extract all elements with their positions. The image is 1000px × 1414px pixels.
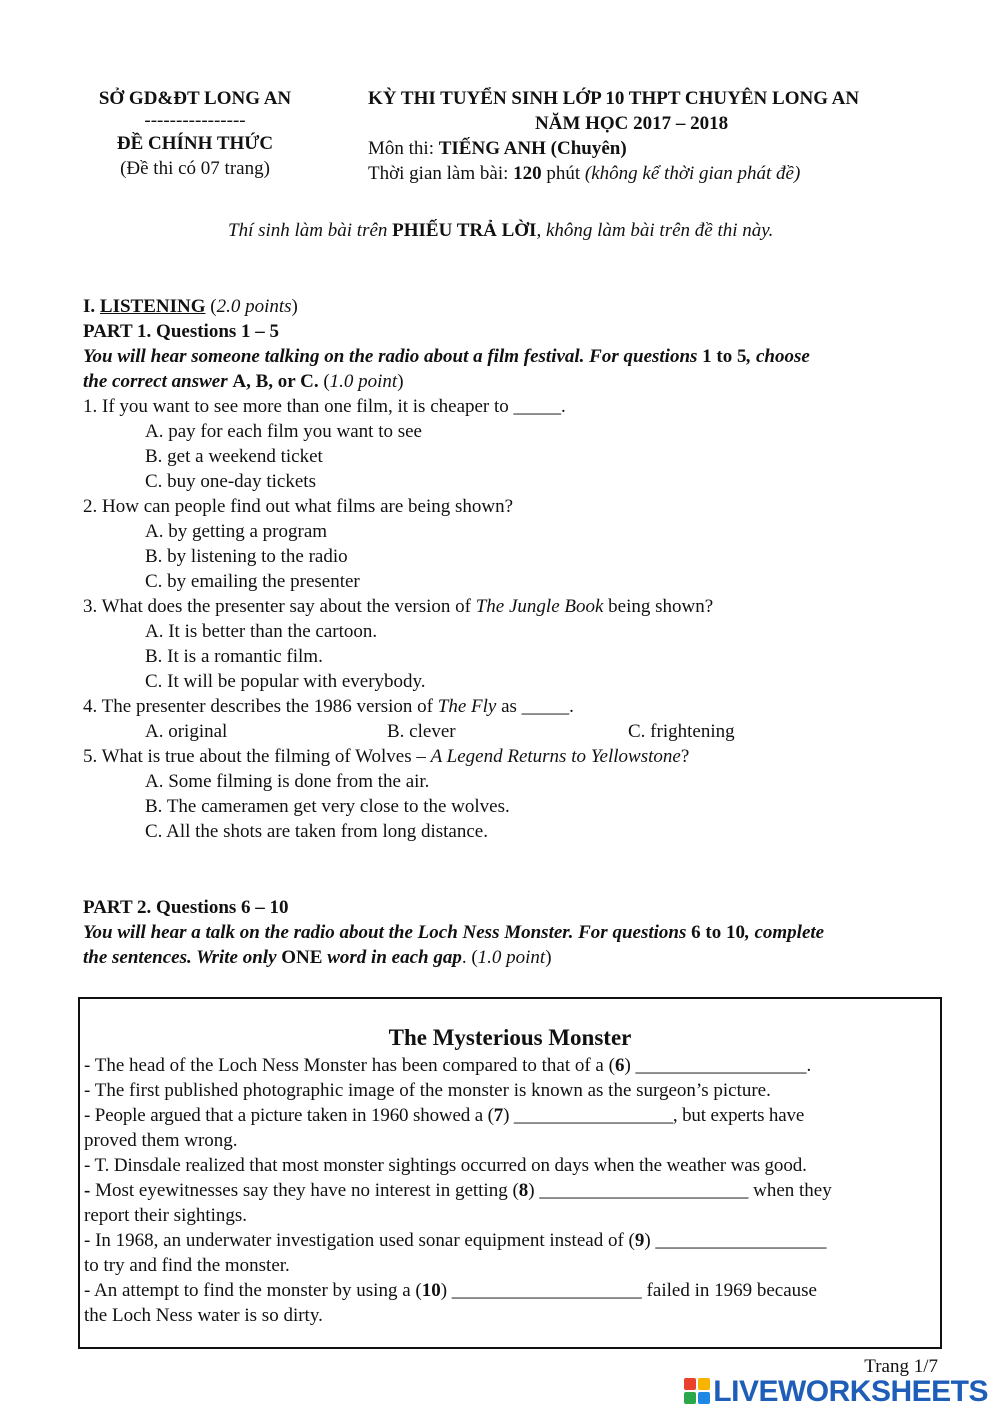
gap-8-blank: ) ______________________ when they xyxy=(528,1180,832,1201)
q3-option-c: C. It will be popular with everybody. xyxy=(145,671,426,692)
time-note: (không kể thời gian phát đề) xyxy=(584,163,801,184)
gap-7-number: 7 xyxy=(493,1105,504,1126)
official-label: ĐỀ CHÍNH THỨC xyxy=(116,133,274,154)
liveworksheets-logo[interactable] xyxy=(684,1376,988,1406)
instruction-post: , không làm bài trên đề thi này. xyxy=(536,220,774,241)
q3-title: The Jungle Book xyxy=(475,596,604,617)
p1-instr-f: ( xyxy=(318,371,330,392)
box-line-surgeon: - The first published photographic image of the monster is known as the surgeon’s picture. xyxy=(84,1080,771,1101)
gap-6-blank: ) __________________. xyxy=(624,1055,812,1076)
q4-post: as _____. xyxy=(496,696,574,717)
q5-option-c: C. All the shots are taken from long distance. xyxy=(145,821,488,842)
time-line xyxy=(368,161,968,186)
part2-instruction-line1 xyxy=(83,920,943,945)
subject-line xyxy=(368,136,968,161)
l1-pre: - The head of the Loch Ness Monster has been compared to that of a ( xyxy=(84,1055,615,1076)
school-year: NĂM HỌC 2017 – 2018 xyxy=(535,113,729,134)
points-close: ) xyxy=(291,296,298,317)
q4-option-a: A. original xyxy=(145,721,228,742)
answer-sheet-instruction xyxy=(228,218,773,243)
q4-pre: 4. The presenter describes the 1986 version of xyxy=(83,696,438,717)
q2-option-a: A. by getting a program xyxy=(145,521,328,542)
question-5 xyxy=(83,744,943,769)
q3-post: being shown? xyxy=(603,596,714,617)
p2-instr-a: You will hear a talk on the radio about the Loch Ness Monster. For questions xyxy=(83,922,692,943)
box-line-6 xyxy=(80,1053,940,1078)
q1-option-a: A. pay for each film you want to see xyxy=(145,421,422,442)
question-1: 1. If you want to see more than one film, it is cheaper to _____. xyxy=(83,396,566,417)
section-number: I. xyxy=(83,296,100,317)
l5-pre: Most eyewitnesses say they have no interest in getting ( xyxy=(90,1180,519,1201)
q1-option-b: B. get a weekend ticket xyxy=(145,446,323,467)
box-line-8 xyxy=(80,1178,940,1203)
q3-option-a: A. It is better than the cartoon. xyxy=(145,621,378,642)
exam-title: KỲ THI TUYỂN SINH LỚP 10 THPT CHUYÊN LONG AN xyxy=(368,88,860,109)
p1-instr-e: A, B, or C. xyxy=(232,371,319,392)
box-line-7-cont: proved them wrong. xyxy=(84,1130,238,1151)
l5-dash: - xyxy=(84,1180,91,1201)
p1-instr-d: the correct answer xyxy=(83,371,233,392)
p1-instr-h: ) xyxy=(397,371,404,392)
brand-square-1 xyxy=(684,1378,696,1390)
brand-text: LIVEWORKSHEETS xyxy=(713,1374,988,1408)
gap-8-number: 8 xyxy=(518,1180,529,1201)
part1-instruction-line1 xyxy=(83,344,921,369)
q5-option-a: A. Some filming is done from the air. xyxy=(145,771,430,792)
q4-title: The Fly xyxy=(437,696,497,717)
question-4 xyxy=(83,694,943,719)
time-unit: phút xyxy=(541,163,585,184)
gap-10-number: 10 xyxy=(421,1280,441,1301)
brand-square-2 xyxy=(698,1378,710,1390)
section-points: 2.0 points xyxy=(216,296,292,317)
p2-instr-i: ) xyxy=(545,947,552,968)
header-divider: ---------------- xyxy=(144,110,246,131)
p1-instr-b: 1 to 5 xyxy=(702,346,747,367)
instruction-bold: PHIẾU TRẢ LỜI xyxy=(392,220,537,241)
p2-instr-d: the sentences. Write only xyxy=(83,947,282,968)
listening-section xyxy=(83,294,943,970)
department-name: SỞ GD&ĐT LONG AN xyxy=(98,88,292,109)
gap-fill-box xyxy=(78,997,942,1349)
q2-option-b: B. by listening to the radio xyxy=(145,546,348,567)
question-2: 2. How can people find out what films are being shown? xyxy=(83,496,514,517)
box-line-9 xyxy=(80,1228,940,1253)
part2-title: PART 2. Questions 6 – 10 xyxy=(83,897,289,918)
p2-instr-f: word in each gap xyxy=(322,947,462,968)
p2-instr-e: ONE xyxy=(281,947,323,968)
box-line-7 xyxy=(80,1103,940,1128)
q5-pre: 5. What is true about the filming of Wolves – xyxy=(83,746,431,767)
q4-option-c: C. frightening xyxy=(628,721,735,742)
q5-title: A Legend Returns to Yellowstone xyxy=(430,746,681,767)
p1-instr-g: 1.0 point xyxy=(329,371,398,392)
q3-option-b: B. It is a romantic film. xyxy=(145,646,323,667)
q2-option-c: C. by emailing the presenter xyxy=(145,571,360,592)
points-open: ( xyxy=(205,296,217,317)
p2-instr-g: . ( xyxy=(461,947,478,968)
box-line-8-cont: report their sightings. xyxy=(84,1205,248,1226)
gap-6-number: 6 xyxy=(614,1055,625,1076)
q5-option-b: B. The cameramen get very close to the wolves. xyxy=(145,796,510,817)
subject-label: Môn thi: xyxy=(368,138,439,159)
p1-instr-c: , choose xyxy=(746,346,810,367)
q3-pre: 3. What does the presenter say about the version of xyxy=(83,596,476,617)
p2-instr-h: 1.0 point xyxy=(477,947,546,968)
subject-value: TIẾNG ANH (Chuyên) xyxy=(438,138,627,159)
l7-pre: - An attempt to find the monster by using a ( xyxy=(84,1280,422,1301)
p2-instr-b: 6 to 10 xyxy=(691,922,745,943)
box-line-9-cont: to try and find the monster. xyxy=(84,1255,290,1276)
brand-square-3 xyxy=(684,1392,696,1404)
l6-pre: - In 1968, an underwater investigation used sonar equipment instead of ( xyxy=(84,1230,635,1251)
q1-option-c: C. buy one-day tickets xyxy=(145,471,316,492)
header-right xyxy=(368,86,968,186)
part1-instruction-line2 xyxy=(83,369,943,394)
time-label: Thời gian làm bài: xyxy=(368,163,514,184)
section-heading xyxy=(83,294,943,319)
page-number: Trang 1/7 xyxy=(864,1356,938,1377)
q4-options xyxy=(83,719,943,744)
header-left xyxy=(60,86,330,181)
box-line-dinsdale: - T. Dinsdale realized that most monster sightings occurred on days when the weather was good. xyxy=(84,1155,807,1176)
part2-instruction-line2 xyxy=(83,945,943,970)
q4-option-b: B. clever xyxy=(387,721,456,742)
box-title: The Mysterious Monster xyxy=(388,1025,632,1050)
p2-instr-c: , complete xyxy=(744,922,825,943)
time-value: 120 xyxy=(513,163,542,184)
part1-title: PART 1. Questions 1 – 5 xyxy=(83,321,280,342)
brand-square-4 xyxy=(698,1392,710,1404)
gap-7-blank: ) _________________, but experts have xyxy=(503,1105,805,1126)
gap-9-blank: ) __________________ xyxy=(644,1230,827,1251)
brand-mark-icon xyxy=(684,1378,710,1404)
l3-pre: - People argued that a picture taken in 1960 showed a ( xyxy=(84,1105,494,1126)
question-3 xyxy=(83,594,943,619)
p1-instr-a: You will hear someone talking on the radio about a film festival. For questions xyxy=(83,346,703,367)
page-count-note: (Đề thi có 07 trang) xyxy=(120,158,270,179)
gap-9-number: 9 xyxy=(634,1230,645,1251)
instruction-pre: Thí sinh làm bài trên xyxy=(228,220,393,241)
gap-10-blank: ) ____________________ failed in 1969 because xyxy=(440,1280,817,1301)
q5-post: ? xyxy=(680,746,690,767)
box-line-10-cont: the Loch Ness water is so dirty. xyxy=(84,1305,323,1326)
box-line-10 xyxy=(80,1278,940,1303)
section-title: LISTENING xyxy=(99,296,206,317)
